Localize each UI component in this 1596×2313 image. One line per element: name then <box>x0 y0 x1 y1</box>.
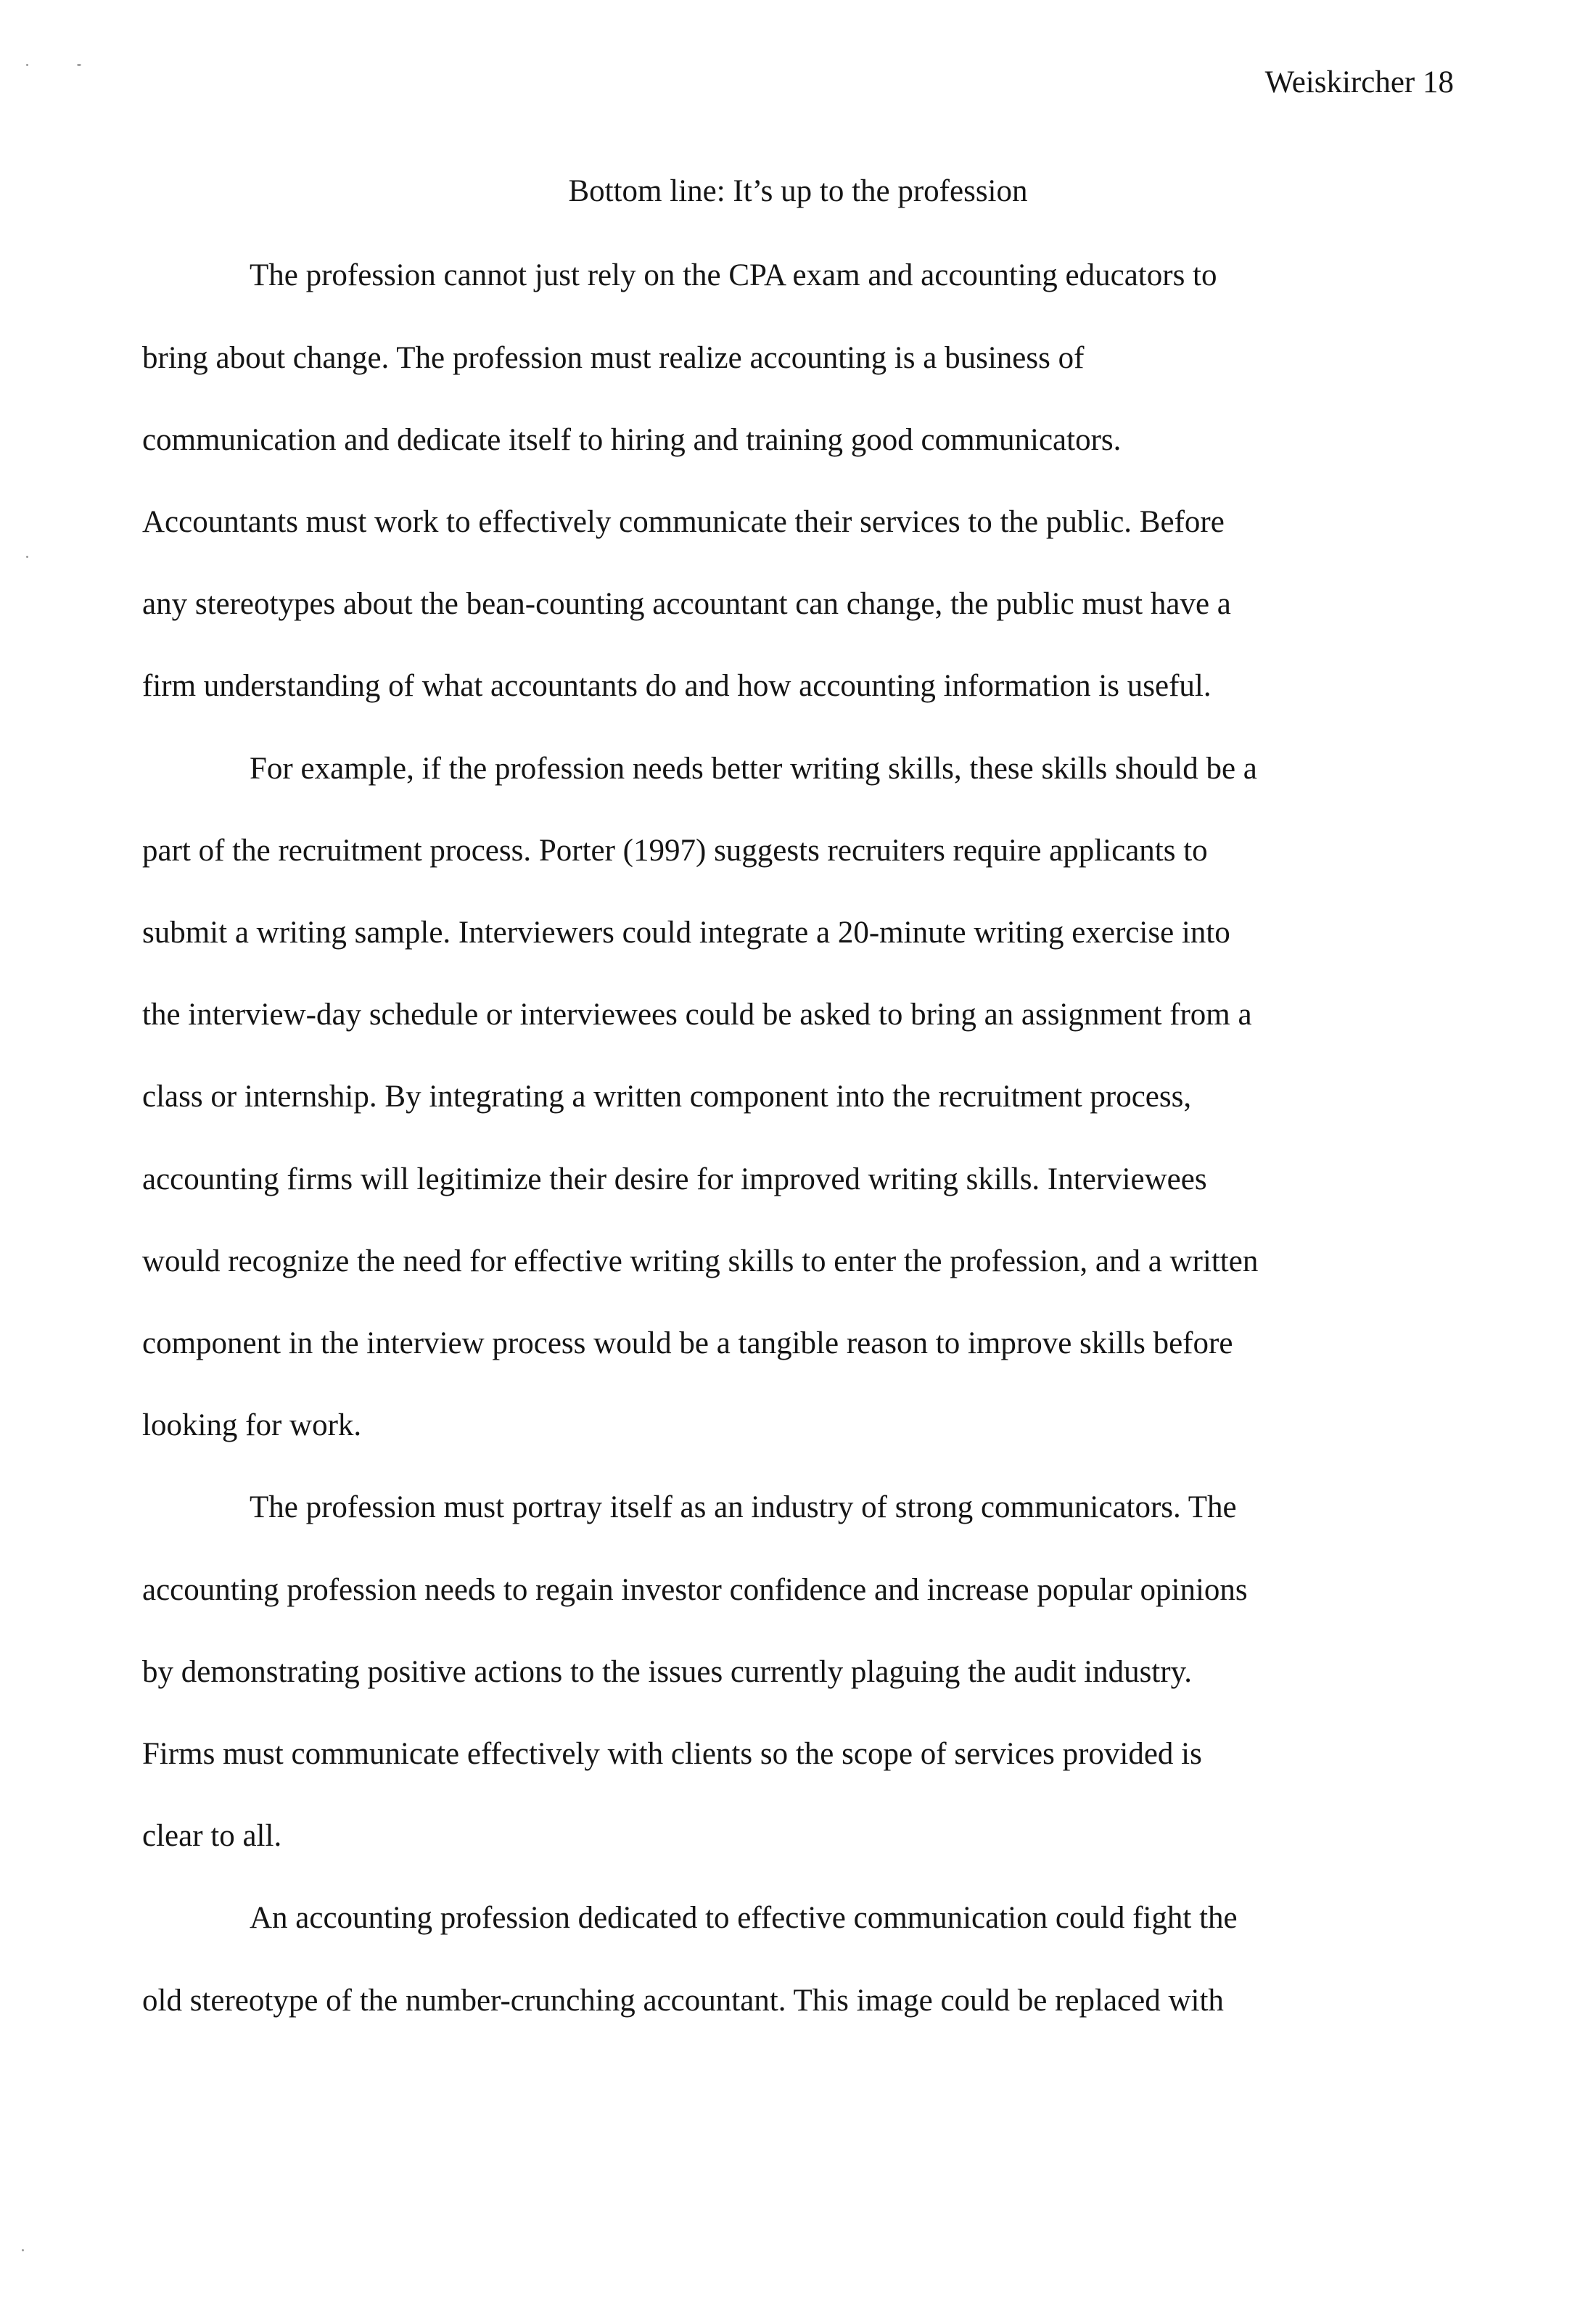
text-line: For example, if the profession needs better writing skills, these skills should be a <box>250 752 1257 786</box>
text-line: the interview-day schedule or interviewees could be asked to bring an assignment from a <box>142 998 1252 1032</box>
text-line: bring about change. The profession must realize accounting is a business of <box>142 341 1085 375</box>
text-line: component in the interview process would be a tangible reason to improve skills before <box>142 1326 1233 1360</box>
text-line: Firms must communicate effectively with clients so the scope of services provided is <box>142 1737 1202 1771</box>
scan-speck <box>26 64 28 66</box>
text-line: part of the recruitment process. Porter (1997) suggests recruiters require applicants to <box>142 834 1208 868</box>
text-line: Accountants must work to effectively communicate their services to the public. Before <box>142 505 1225 539</box>
text-line: firm understanding of what accountants do and how accounting information is useful. <box>142 669 1212 703</box>
scan-speck <box>77 64 81 66</box>
text-line: accounting profession needs to regain investor confidence and increase popular opinions <box>142 1573 1248 1607</box>
text-line: communication and dedicate itself to hiring and training good communicators. <box>142 423 1122 457</box>
scan-speck <box>22 2249 24 2251</box>
text-line: looking for work. <box>142 1408 362 1442</box>
scan-speck <box>26 556 28 558</box>
running-head: Weiskircher 18 <box>1264 65 1454 99</box>
text-line: The profession cannot just rely on the CPA exam and accounting educators to <box>250 258 1217 292</box>
text-line: would recognize the need for effective writing skills to enter the profession, and a written <box>142 1244 1259 1278</box>
text-line: An accounting profession dedicated to effective communication could fight the <box>250 1901 1238 1935</box>
text-line: submit a writing sample. Interviewers could integrate a 20-minute writing exercise into <box>142 916 1230 950</box>
text-line: by demonstrating positive actions to the issues currently plaguing the audit industry. <box>142 1655 1193 1689</box>
text-line: accounting firms will legitimize their desire for improved writing skills. Interviewees <box>142 1162 1207 1196</box>
section-heading: Bottom line: It’s up to the profession <box>568 174 1028 208</box>
text-line: any stereotypes about the bean-counting accountant can change, the public must have a <box>142 587 1231 621</box>
text-line: The profession must portray itself as an industry of strong communicators. The <box>250 1490 1237 1524</box>
text-line: old stereotype of the number-crunching accountant. This image could be replaced with <box>142 1984 1224 2018</box>
text-line: class or internship. By integrating a written component into the recruitment process, <box>142 1080 1192 1114</box>
text-line: clear to all. <box>142 1819 282 1853</box>
